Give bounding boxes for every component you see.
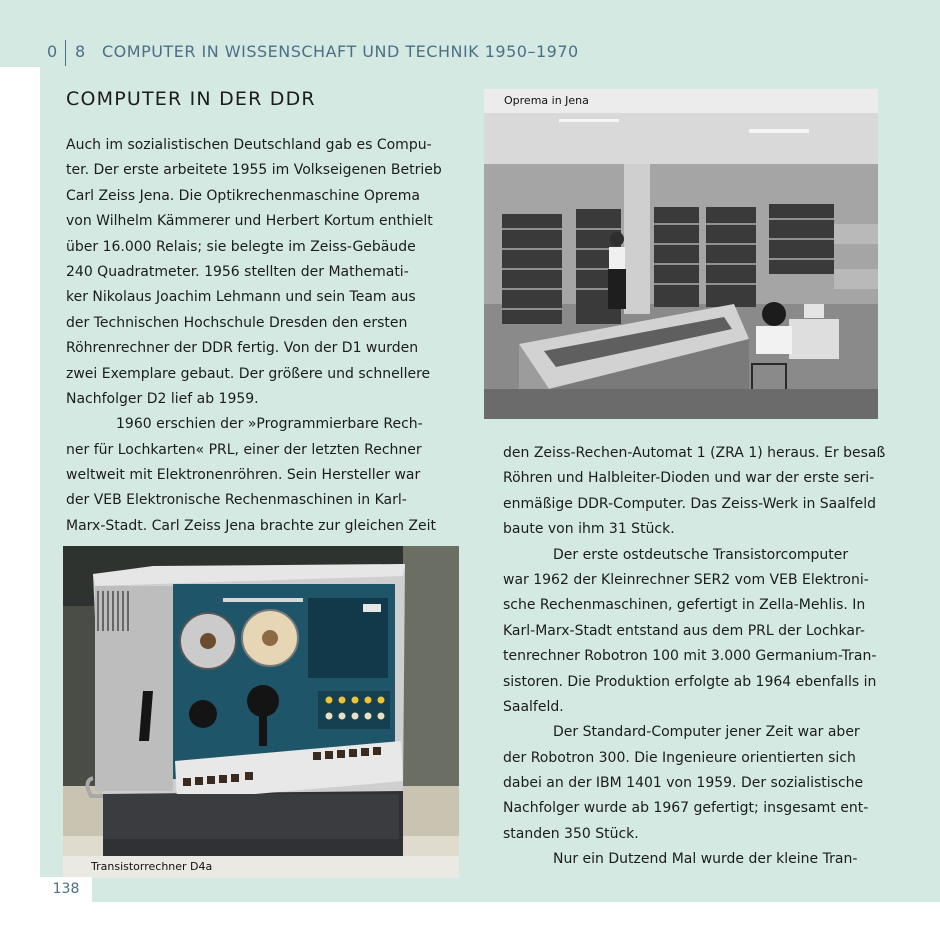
header-divider — [65, 40, 66, 66]
text-line: ter. Der erste arbeitete 1955 im Volkseigenen Betrieb — [66, 162, 442, 179]
text-line: enmäßige DDR-Computer. Das Zeiss-Werk in Saalfeld — [503, 495, 877, 512]
oprema-photo — [484, 89, 878, 419]
text-line: tenrechner Robotron 100 mit 3.000 Germanium-Tran- — [503, 648, 877, 665]
chapter-number: 8 — [75, 42, 86, 61]
oprema-caption-text: Oprema in Jena — [504, 94, 589, 107]
chapter-title: COMPUTER IN WISSENSCHAFT UND TECHNIK 1950–1970 — [102, 42, 579, 61]
text-line: 1960 erschien der »Programmierbare Rech- — [116, 416, 423, 433]
text-line: sche Rechenmaschinen, gefertigt in Zella-Mehlis. In — [503, 597, 866, 614]
text-line: über 16.000 Relais; sie belegte im Zeiss-Gebäude — [66, 238, 416, 255]
text-line: ker Nikolaus Joachim Lehmann und sein Team aus — [66, 289, 416, 306]
text-line: dabei an der IBM 1401 von 1959. Der sozialistische — [503, 775, 864, 792]
text-line: ner für Lochkarten« PRL, einer der letzten Rechner — [66, 441, 422, 458]
text-line: der Robotron 300. Die Ingenieure orientierten sich — [503, 749, 856, 766]
text-line: Röhrenrechner der DDR fertig. Von der D1 wurden — [66, 340, 419, 357]
text-line: den Zeiss-Rechen-Automat 1 (ZRA 1) heraus. Er besaß — [503, 445, 886, 461]
oprema-illustration — [484, 89, 878, 419]
page-number: 138 — [40, 877, 92, 902]
d4a-photo — [63, 546, 459, 878]
text-line: Karl-Marx-Stadt entstand aus dem PRL der Lochkar- — [503, 622, 865, 639]
oprema-caption — [484, 89, 878, 113]
text-line: weltweit mit Elektronenröhren. Sein Hersteller war — [66, 467, 421, 484]
text-line: Nachfolger D2 lief ab 1959. — [66, 390, 259, 407]
text-line: der VEB Elektronische Rechenmaschinen in Karl- — [66, 492, 407, 509]
section-title: COMPUTER IN DER DDR — [66, 88, 316, 110]
right-column-text — [503, 441, 886, 873]
text-line: Der Standard-Computer jener Zeit war aber — [553, 724, 860, 741]
text-line: der Technischen Hochschule Dresden den ersten — [66, 314, 408, 331]
text-line: von Wilhelm Kämmerer und Herbert Kortum enthielt — [66, 213, 433, 230]
text-line: Saalfeld. — [503, 698, 564, 715]
text-line: sistoren. Die Produktion erfolgte ab 1964 ebenfalls in — [503, 673, 877, 690]
text-line: standen 350 Stück. — [503, 825, 639, 842]
d4a-illustration — [63, 546, 459, 878]
text-line: zwei Exemplare gebaut. Der größere und schnellere — [66, 365, 431, 382]
text-line: 240 Quadratmeter. 1956 stellten der Mathemati- — [66, 263, 409, 280]
text-line: Röhren und Halbleiter-Dioden und war der erste seri- — [503, 470, 875, 487]
text-line: war 1962 der Kleinrechner SER2 vom VEB Elektroni- — [503, 571, 869, 588]
text-line: Marx-Stadt. Carl Zeiss Jena brachte zur gleichen Zeit — [66, 517, 436, 534]
text-line: Nur ein Dutzend Mal wurde der kleine Tran- — [553, 851, 858, 868]
text-line: Der erste ostdeutsche Transistorcomputer — [553, 546, 849, 563]
text-line: Nachfolger wurde ab 1967 gefertigt; insgesamt ent- — [503, 800, 869, 817]
d4a-caption — [63, 856, 459, 878]
left-column-text — [66, 133, 442, 539]
d4a-caption-text: Transistorrechner D4a — [91, 860, 213, 873]
text-line: Auch im sozialistischen Deutschland gab es Compu- — [66, 137, 432, 153]
text-line: baute von ihm 31 Stück. — [503, 521, 675, 538]
text-line: Carl Zeiss Jena. Die Optikrechenmaschine Oprema — [66, 187, 421, 204]
section-number: 0 — [47, 42, 58, 61]
